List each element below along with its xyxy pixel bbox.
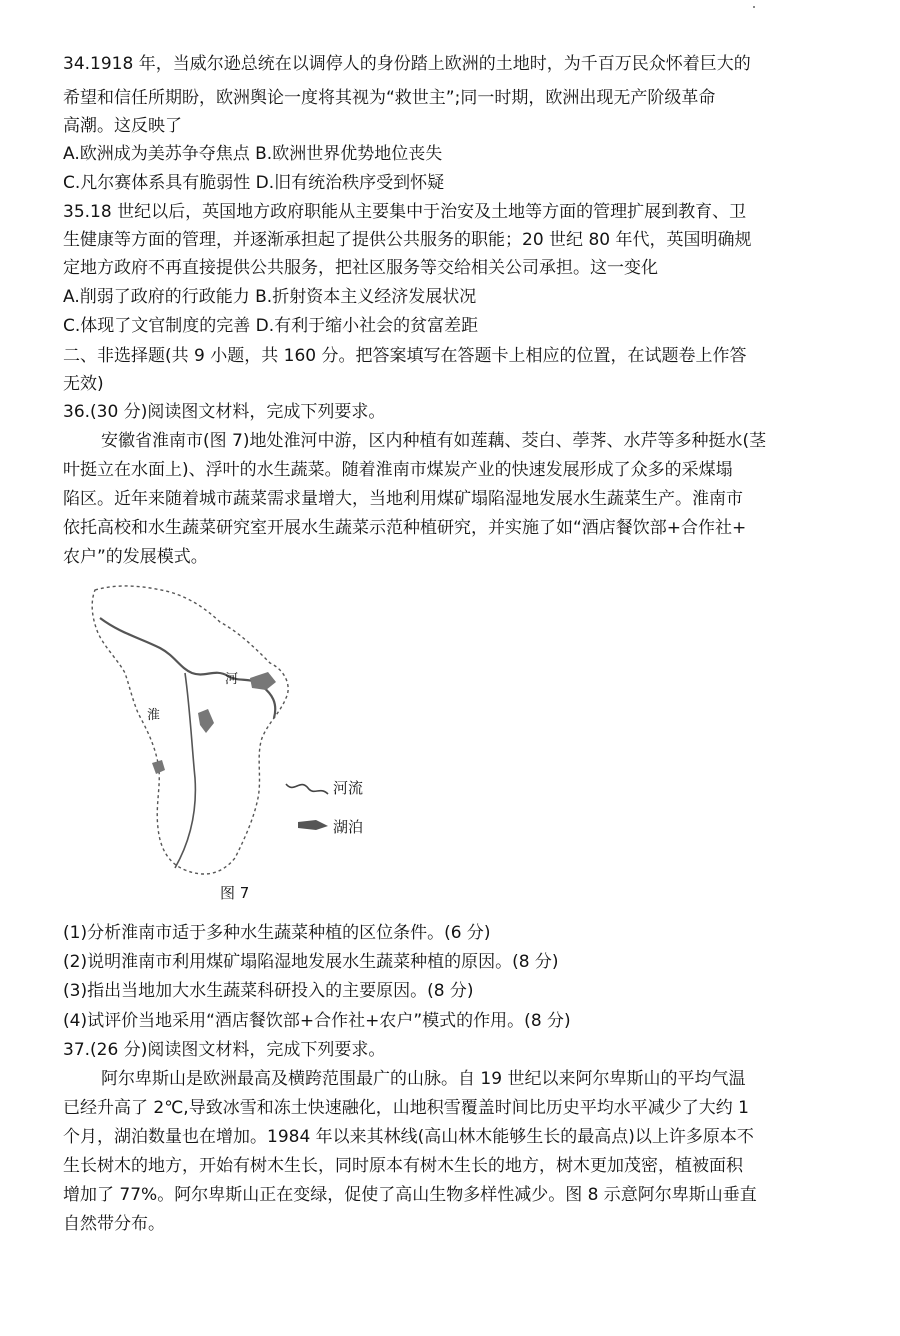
q34-stem-line3: 高潮。这反映了 (63, 116, 182, 136)
legend-river-label: 河流 (333, 779, 364, 797)
legend-symbols (286, 784, 328, 794)
legend-river-symbol (286, 784, 328, 794)
q36-heading: 36.(30 分)阅读图文材料，完成下列要求。 (63, 402, 386, 422)
q37-para-line5: 增加了 77%。阿尔卑斯山正在变绿，促使了高山生物多样性减少。图 8 示意阿尔卑斯山垂直 (63, 1185, 757, 1205)
q34-options-ab: A.欧洲成为美苏争夺焦点 B.欧洲世界优势地位丧失 (63, 144, 443, 164)
figure-caption: 图 7 (220, 884, 250, 902)
q34-stem-line2: 希望和信任所期盼，欧洲舆论一度将其视为“救世主”;同一时期，欧洲出现无产阶级革命 (63, 88, 716, 108)
q35-options-cd: C.体现了文官制度的完善 D.有利于缩小社会的贫富差距 (63, 316, 479, 336)
q36-para-line5: 农户”的发展模式。 (63, 547, 208, 567)
q34-stem-line1: 34.1918 年，当威尔逊总统在以调停人的身份踏上欧洲的土地时，为千百万民众怀着巨大的 (63, 54, 751, 74)
q36-para-line2: 叶挺立在水面上)、浮叶的水生蔬菜。随着淮南市煤炭产业的快速发展形成了众多的采煤塌 (63, 460, 733, 480)
q36-sub1: (1)分析淮南市适于多种水生蔬菜种植的区位条件。(6 分) (63, 923, 491, 943)
legend-lake-label: 湖泊 (333, 818, 364, 836)
q37-para-line1: 阿尔卑斯山是欧洲最高及横跨范围最广的山脉。自 19 世纪以来阿尔卑斯山的平均气温 (101, 1069, 746, 1089)
lake-center (198, 709, 214, 733)
tributary-river (175, 673, 195, 868)
section2-heading-line2: 无效) (63, 374, 104, 394)
lake-south-west (152, 760, 165, 774)
q36-para-line3: 陷区。近年来随着城市蔬菜需求量增大，当地利用煤矿塌陷湿地发展水生蔬菜生产。淮南市 (63, 489, 743, 509)
q36-sub3: (3)指出当地加大水生蔬菜科研投入的主要原因。(8 分) (63, 981, 474, 1001)
legend-lake-symbol (298, 820, 328, 830)
huai-river (100, 618, 275, 718)
map-label-river-he: 河 (225, 672, 239, 687)
lake-shapes (152, 672, 276, 774)
section2-heading-line1: 二、非选择题(共 9 小题，共 160 分。把答案填写在答题卡上相应的位置，在试题卷上作答 (63, 346, 747, 366)
q36-sub2: (2)说明淮南市利用煤矿塌陷湿地发展水生蔬菜种植的原因。(8 分) (63, 952, 559, 972)
q35-stem-line1: 35.18 世纪以后，英国地方政府职能从主要集中于治安及土地等方面的管理扩展到教育、卫 (63, 202, 747, 222)
q37-heading: 37.(26 分)阅读图文材料，完成下列要求。 (63, 1040, 386, 1060)
q36-para-line4: 依托高校和水生蔬菜研究室开展水生蔬菜示范种植研究，并实施了如“酒店餐饮部+合作社+ (63, 518, 747, 538)
scan-speck (753, 6, 755, 8)
q35-stem-line3: 定地方政府不再直接提供公共服务，把社区服务等交给相关公司承担。这一变化 (63, 258, 658, 278)
q34-options-cd: C.凡尔赛体系具有脆弱性 D.旧有统治秩序受到怀疑 (63, 173, 445, 193)
q35-options-ab: A.削弱了政府的行政能力 B.折射资本主义经济发展状况 (63, 287, 477, 307)
lake-north (250, 672, 276, 690)
q37-para-line3: 个月，湖泊数量也在增加。1984 年以来其林线(高山林木能够生长的最高点)以上许多原本不 (63, 1127, 754, 1147)
q37-para-line2: 已经升高了 2℃,导致冰雪和冻土快速融化，山地积雪覆盖时间比历史平均水平减少了大约 1 (63, 1098, 749, 1118)
huainan-map-figure (80, 578, 380, 898)
map-label-river-huai: 淮 (147, 708, 161, 723)
q36-para-line1: 安徽省淮南市(图 7)地处淮河中游，区内种植有如莲藕、茭白、荸荠、水芹等多种挺水(茎 (101, 431, 767, 451)
q35-stem-line2: 生健康等方面的管理，并逐渐承担起了提供公共服务的职能；20 世纪 80 年代，英国明确规 (63, 230, 752, 250)
q37-para-line6: 自然带分布。 (63, 1214, 165, 1234)
q36-sub4: (4)试评价当地采用“酒店餐饮部+合作社+农户”模式的作用。(8 分) (63, 1011, 571, 1031)
q37-para-line4: 生长树木的地方，开始有树木生长，同时原本有树木生长的地方，树木更加茂密，植被面积 (63, 1156, 743, 1176)
